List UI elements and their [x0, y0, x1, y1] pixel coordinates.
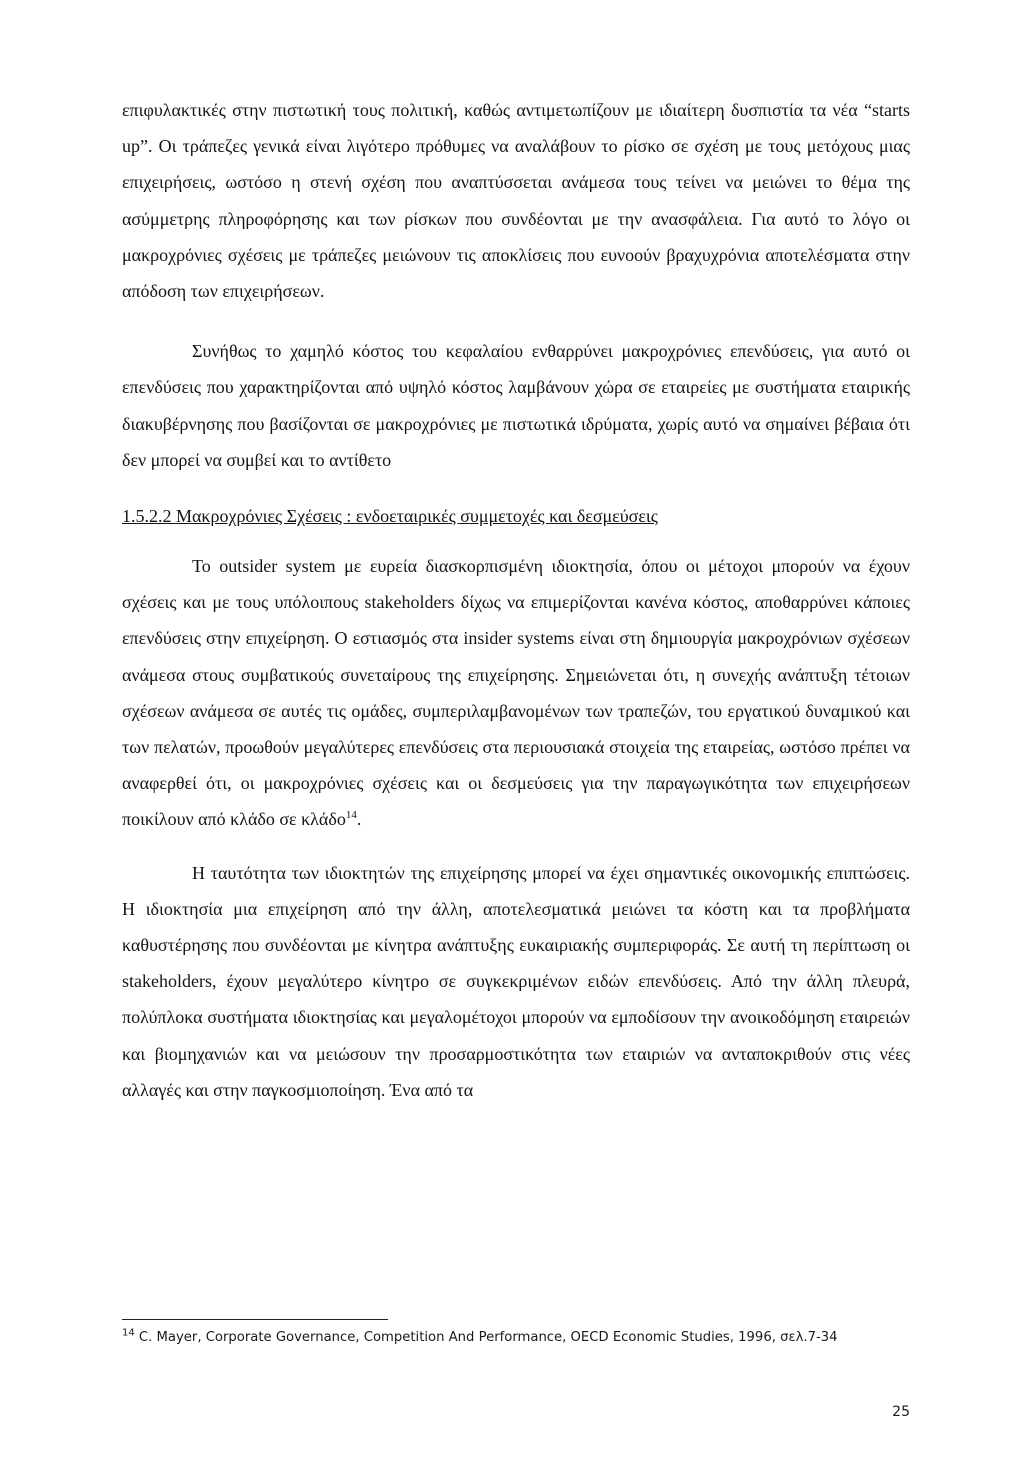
footnote — [122, 1328, 838, 1348]
paragraph-owner-identity: Η ταυτότητα των ιδιοκτητών της επιχείρησης μπορεί να έχει σημαντικές οικονομικής επιπτώσεις. Η ιδιοκτησία μια επιχείρηση από την άλλη, αποτελεσματικά μειώνει τα κόστη και τα προβλήματα καθυστέρησης που συνδέονται με κίνητρα ανάπτυξης ευκαιριακής συμπεριφοράς. Σε αυτή τη περίπτωση οι stakeholders, έχουν μεγαλύτερο κίνητρο σε συγκεκριμένων ειδών επενδύσεις. Από την άλλη πλευρά, πολύπλοκα συστήματα ιδιοκτησίας και μεγαλομέτοχοι μπορούν να εμποδίσουν την ανοικοδόμηση εταιρειών και βιομηχανιών και να μειώσουν την προσαρμοστικότητα των εταιριών να ανταποκριθούν στις νέες αλλαγές και στην παγκοσμιοποίηση. Ένα από τα — [122, 862, 910, 1100]
paragraph-intro: επιφυλακτικές στην πιστωτική τους πολιτική, καθώς αντιμετωπίζουν με ιδιαίτερη δυσπιστία τα νέα “starts up”. Οι τράπεζες γενικά είναι λιγότερο πρόθυμες να αναλάβουν το ρίσκο σε σχέση με τους μετόχους μιας επιχειρήσεις, ωστόσο η στενή σχέση που αναπτύσσεται ανάμεσα τους τείνει να μειώνει το θέμα της ασύμμετρης πληροφόρησης και των ρίσκων που συνδέονται με την ανασφάλεια. Για αυτό το λόγο οι μακροχρόνιες σχέσεις με τράπεζες μειώνουν τις αποκλίσεις που ευνοούν βραχυχρόνια αποτελέσματα στην απόδοση των επιχειρήσεων. — [122, 100, 910, 302]
footnote-reference[interactable]: 14 — [345, 809, 357, 822]
footnote-divider — [122, 1319, 388, 1320]
paragraph-outsider-system — [122, 548, 910, 838]
section-heading: 1.5.2.2 Μακροχρόνιες Σχέσεις : ενδοεταιρικές συμμετοχές και δεσμεύσεις — [122, 506, 658, 527]
page-number: 25 — [892, 1404, 910, 1420]
paragraph-capital-cost: Συνήθως το χαμηλό κόστος του κεφαλαίου ενθαρρύνει μακροχρόνιες επενδύσεις, για αυτό οι επενδύσεις που χαρακτηρίζονται από υψηλό κόστος λαμβάνουν χώρα σε εταιρείες με συστήματα εταιρικής διακυβέρνησης που βασίζονται σε μακροχρόνιες με πιστωτικά ιδρύματα, χωρίς αυτό να σημαίνει βέβαια ότι δεν μπορεί να συμβεί και το αντίθετο — [122, 341, 910, 470]
footnote-text: C. Mayer, Corporate Governance, Competition And Performance, OECD Economic Studies, 1996, σελ.7-34 — [134, 1330, 838, 1345]
paragraph-outsider-system-text: Το outsider system με ευρεία διασκορπισμένη ιδιοκτησία, όπου οι μέτοχοι μπορούν να έχουν σχέσεις και με τους υπόλοιπους stakeholders δίχως να επιμερίζονται κανένα κόστος, αποθαρρύνει κάποιες επενδύσεις στην επιχείρηση. Ο εστιασμός στα insider systems είναι στη δημιουργία μακροχρόνιων σχέσεων ανάμεσα στους συμβατικούς συνεταίρους της επιχείρησης. Σημειώνεται ότι, η συνεχής ανάπτυξη τέτοιων σχέσεων ανάμεσα σε αυτές τις ομάδες, συμπεριλαμβανομένων των τραπεζών, του εργατικού δυναμικού και των πελατών, προωθούν μεγαλύτερες επενδύσεις στα περιουσιακά στοιχεία της εταιρείας, ωστόσο πρέπει να αναφερθεί ότι, οι μακροχρόνιες σχέσεις και οι δεσμεύσεις για την παραγωγικότητα των επιχειρήσεων ποικίλουν από κλάδο σε κλάδο — [122, 556, 910, 830]
footnote-marker: 14 — [122, 1327, 135, 1339]
paragraph-outsider-system-end: . — [356, 809, 362, 830]
page-body — [122, 92, 910, 1108]
